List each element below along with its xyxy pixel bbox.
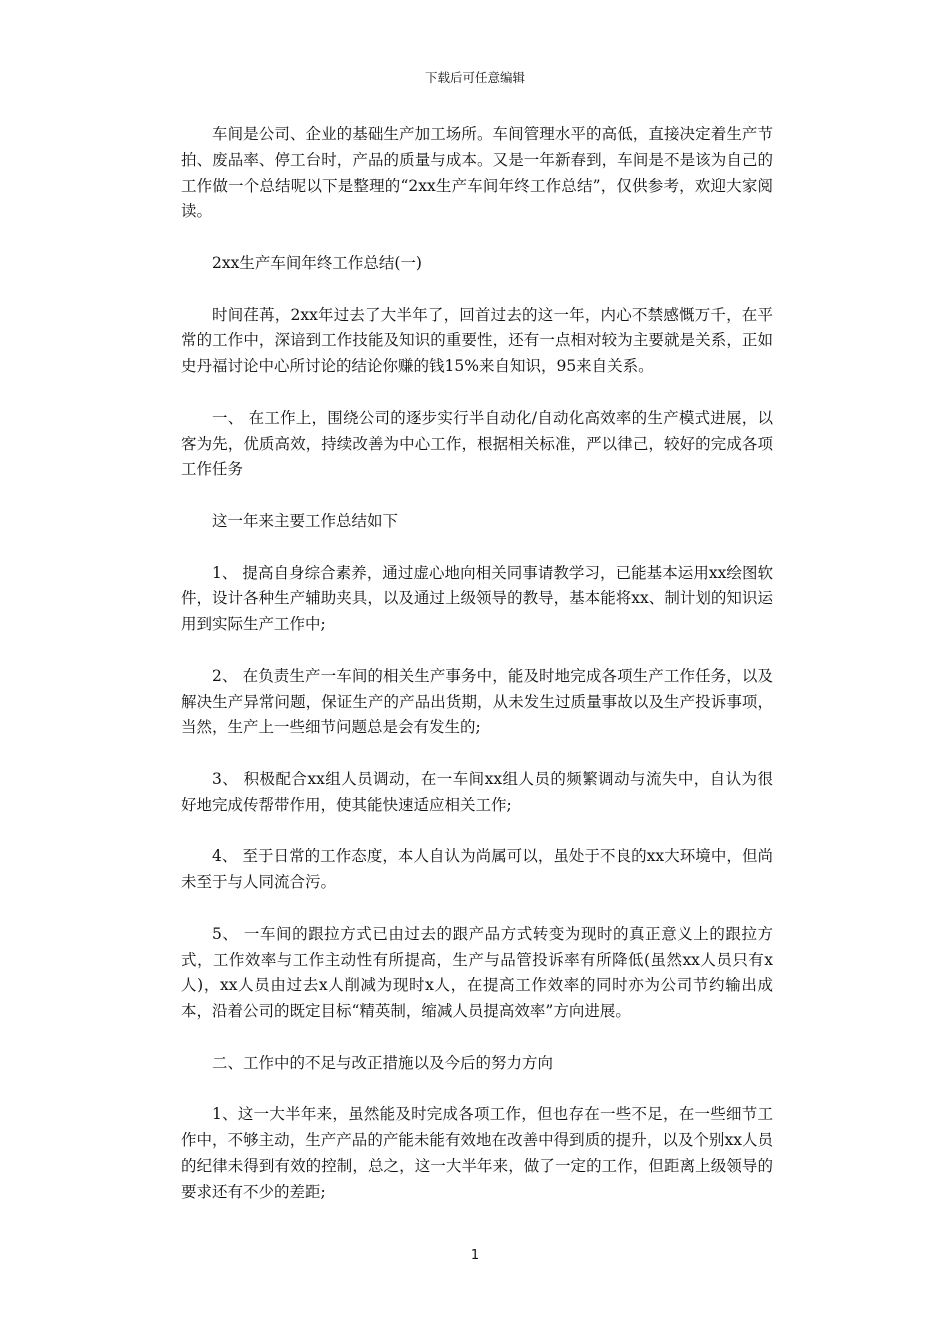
list-item: 2、 在负责生产一车间的相关生产事务中，能及时地完成各项生产工作任务，以及解决生产异常问题，保证生产的产品出货期，从未发生过质量事故以及生产投诉事项，当然，生产上一些细节问题总是会有发生的;	[181, 666, 773, 737]
list-item: 1、 提高自身综合素养，通过虚心地向相关同事请教学习，已能基本运用xx绘图软件，设计各种生产辅助夹具，以及通过上级领导的教导，基本能将xx、制计划的知识运用到实际生产工作中;	[181, 563, 773, 634]
list-item: 4、 至于日常的工作态度，本人自认为尚属可以，虽处于不良的xx大环境中，但尚未至于与人同流合污。	[181, 847, 773, 892]
document-body	[181, 122, 773, 1231]
header-note: 下载后可任意编辑	[424, 70, 525, 85]
subheading: 这一年来主要工作总结如下	[212, 511, 399, 530]
list-item: 1、这一大半年来，虽然能及时完成各项工作，但也存在一些不足，在一些细节工作中，不够主动，生产产品的产能未能有效地在改善中得到质的提升，以及个别xx人员的纪律未得到有效的控制，总之，这一大半年来，做了一定的工作，但距离上级领导的要求还有不少的差距;	[181, 1105, 773, 1201]
list-item: 3、 积极配合xx组人员调动，在一车间xx组人员的频繁调动与流失中，自认为很好地完成传帮带作用，使其能快速适应相关工作;	[181, 769, 773, 814]
list-item: 5、 一车间的跟拉方式已由过去的跟产品方式转变为现时的真正意义上的跟拉方式，工作效率与工作主动性有所提高，生产与品管投诉率有所降低(虽然xx人员只有x人)，xx人员由过去x人削减为现时x人，在提高工作效率的同时亦为公司节约输出成本，沿着公司的既定目标“精英制，缩减人员提高效率”方向进展。	[181, 924, 773, 1021]
intro-paragraph: 车间是公司、企业的基础生产加工场所。车间管理水平的高低，直接决定着生产节拍、废品率、停工台时，产品的质量与成本。又是一年新春到，车间是不是该为自己的工作做一个总结呢以下是整理的“2xx生产车间年终工作总结”，仅供参考，欢迎大家阅读。	[181, 125, 773, 221]
page-number: 1	[470, 1248, 480, 1263]
paragraph: 一、 在工作上，围绕公司的逐步实行半自动化/自动化高效率的生产模式进展，以客为先，优质高效，持续改善为中心工作，根据相关标准，严以律己，较好的完成各项工作任务	[181, 408, 773, 479]
subheading: 二、工作中的不足与改正措施以及今后的努力方向	[212, 1053, 554, 1072]
paragraph: 时间荏苒，2xx年过去了大半年了，回首过去的这一年，内心不禁感慨万千，在平常的工作中，深谙到工作技能及知识的重要性，还有一点相对较为主要就是关系，正如史丹福讨论中心所讨论的结论你赚的钱15%来自知识，95来自关系。	[181, 305, 773, 376]
section-title: 2xx生产车间年终工作总结(一)	[212, 253, 422, 272]
